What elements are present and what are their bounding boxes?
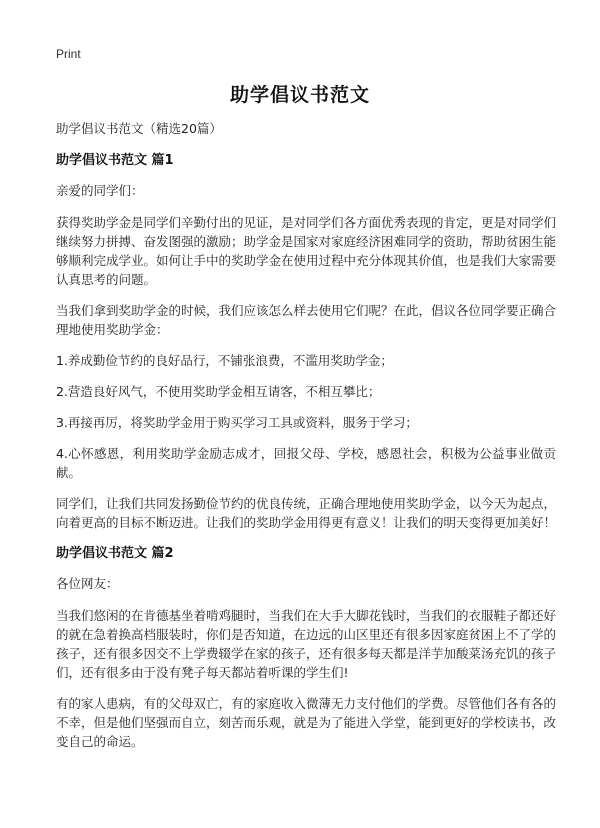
section1-list-item-1: 1.养成勤俭节约的良好品行，不铺张浪费，不滥用奖助学金； (56, 353, 393, 368)
section2-greeting: 各位网友： (56, 576, 119, 591)
section1-list-item-4: 4.心怀感恩，利用奖助学金励志成才，回报父母、学校，感恩社会，积极为公益事业做贡献。 (56, 446, 556, 480)
section1-paragraph-3: 同学们，让我们共同发扬勤俭节约的优良传统，正确合理地使用奖助学金，以今天为起点，向着更高的目标不断迈进。让我们的奖助学金用得更有意义！让我们的明天变得更加美好！ (56, 496, 557, 530)
page-title: 助学倡议书范文 (229, 84, 370, 106)
section2-paragraph-2: 有的家人患病，有的父母双亡，有的家庭收入微薄无力支付他们的学费。尽管他们各有各的不幸，但是他们坚强而自立，刻苦而乐观，就是为了能进入学堂，能到更好的学校读书，改变自己的命运。 (56, 696, 557, 749)
print-label[interactable]: Print (56, 47, 81, 61)
document-subtitle: 助学倡议书范文（精选20篇） (56, 121, 222, 136)
section2-paragraph-1: 当我们悠闲的在肯德基坐着啃鸡腿时，当我们在大手大脚花钱时，当我们的衣服鞋子都还好的就在急着换高档服装时，你们是否知道，在边远的山区里还有很多因家庭贫困上不了学的孩子，还有很多因交不上学费辍学在家的孩子，还有很多每天都是洋芋加酸菜汤充饥的孩子们，还有很多由于没有凳子每天都站着听课的学生们! (56, 608, 557, 680)
section1-greeting: 亲爱的同学们： (56, 183, 144, 198)
section1-list-item-3: 3.再接再厉，将奖助学金用于购买学习工具或资料，服务于学习； (56, 415, 418, 430)
document-body (56, 119, 556, 763)
section-heading-2: 助学倡议书范文 篇2 (56, 546, 174, 561)
section1-paragraph-1: 获得奖助学金是同学们辛勤付出的见证，是对同学们各方面优秀表现的肯定，更是对同学们继续努力拼搏、奋发图强的激励；助学金是国家对家庭经济困难同学的资助，帮助贫困生能够顺利完成学业。如何让手中的奖助学金在使用过程中充分体现其价值，也是我们大家需要认真思考的问题。 (56, 215, 557, 287)
section-heading-1: 助学倡议书范文 篇1 (56, 153, 174, 168)
section1-paragraph-2: 当我们拿到奖助学金的时候，我们应该怎么样去使用它们呢？在此，倡议各位同学要正确合理地使用奖助学金： (56, 303, 557, 337)
section1-list-item-2: 2.营造良好风气，不使用奖助学金相互请客，不相互攀比； (56, 384, 381, 399)
